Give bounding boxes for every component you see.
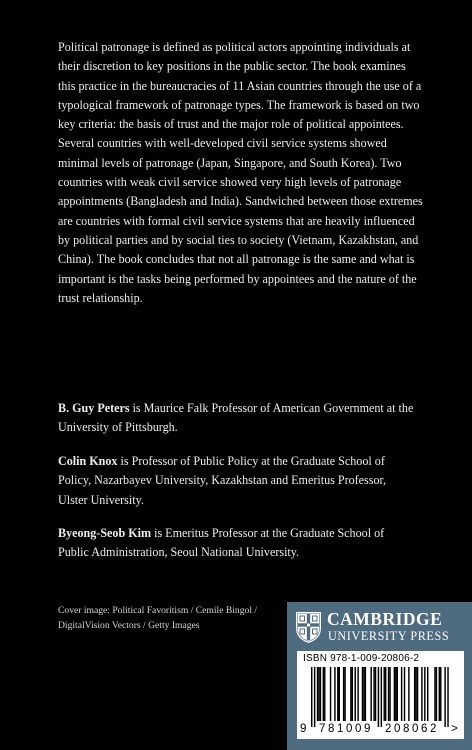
barcode-bar [395,667,396,721]
barcode-bar [389,667,390,721]
ean-right-digits: 208062 [385,723,439,735]
cambridge-crest-icon [295,611,322,644]
author-bio-text: is Emeritus Professor at the Graduate School of Public Administration, Seoul National University. [58,526,385,560]
barcode-bar [362,667,363,721]
barcode-bar [330,667,331,721]
barcode-bar [439,667,440,721]
barcode-bar [324,667,325,721]
barcode-bar [381,667,382,727]
barcode-bar [350,667,351,721]
barcode-bar [337,667,338,721]
author-bio-peters [58,399,418,438]
barcode-bar [384,667,385,721]
author-bio-kim [58,524,418,563]
isbn-barcode-label [297,651,464,739]
barcode-bar [363,667,364,721]
author-name: B. Guy Peters [58,401,130,415]
author-bio-text: is Professor of Public Policy at the Graduate School of Policy, Nazarbayev University, Kazakhstan and Emeritus Professor, Ulster University. [58,454,387,507]
barcode-bar [314,667,315,727]
ean-arrow: > [451,723,458,735]
barcode-bar [436,667,437,721]
barcode-bar [320,667,321,721]
barcode-bar [440,667,441,721]
barcode-bar [421,667,422,721]
barcode-bar [352,667,353,721]
barcode-bar [434,667,435,721]
barcode-bar [404,667,405,721]
barcode-bar [344,667,345,721]
barcode-bar [408,667,409,721]
barcode-bar [357,667,358,721]
barcode-bar [424,667,425,721]
barcode-bar [401,667,402,721]
author-bio-knox [58,452,418,510]
ean-first-digit: 9 [300,723,307,735]
barcode-bar [317,667,318,721]
barcode-bar [414,667,415,721]
barcode-bar [444,667,445,727]
barcode-bar [447,667,448,727]
publisher-name: CAMBRIDGE [327,609,443,629]
barcode-bar [355,667,356,721]
barcode-bar [394,667,395,721]
barcode-bar [388,667,389,721]
barcode-bar [370,667,371,721]
barcode-bar [378,667,379,727]
barcode-bar [318,667,319,721]
cover-image-credit: Cover image: Political Favoritism / Cemile Bingol / DigitalVision Vectors / Getty Images [58,605,258,632]
barcode-bar [417,667,418,721]
barcode-bar [375,667,376,721]
author-name: Byeong-Seob Kim [58,526,152,540]
barcode-bar [385,667,386,721]
publisher-subtitle: UNIVERSITY PRESS [328,629,450,643]
barcode-bar [343,667,344,721]
barcode-bar [427,667,428,721]
ean-left-digits: 781009 [319,723,373,735]
isbn-number: ISBN 978-1-009-20806-2 [303,653,420,664]
barcode-bar [397,667,398,721]
barcode-bar [373,667,374,721]
barcode-icon [311,667,451,727]
barcode-bar [415,667,416,721]
barcode-bar [339,667,340,721]
barcode-bar [334,667,335,721]
barcode-bar [365,667,366,721]
author-bio-text: is Maurice Falk Professor of American Government at the University of Pittsburgh. [58,401,414,435]
barcode-bar [323,667,324,721]
author-name: Colin Knox [58,454,118,468]
book-description: Political patronage is defined as political actors appointing individuals at their discretion to key positions in the public sector. The book examines this practice in the bureaucracies of 11 Asian countries through the use of a typological framework of patronage types. The framework is based on two key criteria: the basis of trust and the major role of political appointees. Several countries with well-developed civil service systems showed minimal levels of patronage (Japan, Singapore, and South Korea). Two countries with weak civil service showed very high levels of patronage appointments (Bangladesh and India). Sandwiched between those extremes are countries with formal civil service systems that are heavily influenced by political parties and by social ties to society (Vietnam, Kazakhstan, and China). The book concludes that not all patronage is the same and what is important is the tasks being performed by appointees and the nature of the trust relationship. [58,40,423,305]
barcode-bar [311,667,312,727]
